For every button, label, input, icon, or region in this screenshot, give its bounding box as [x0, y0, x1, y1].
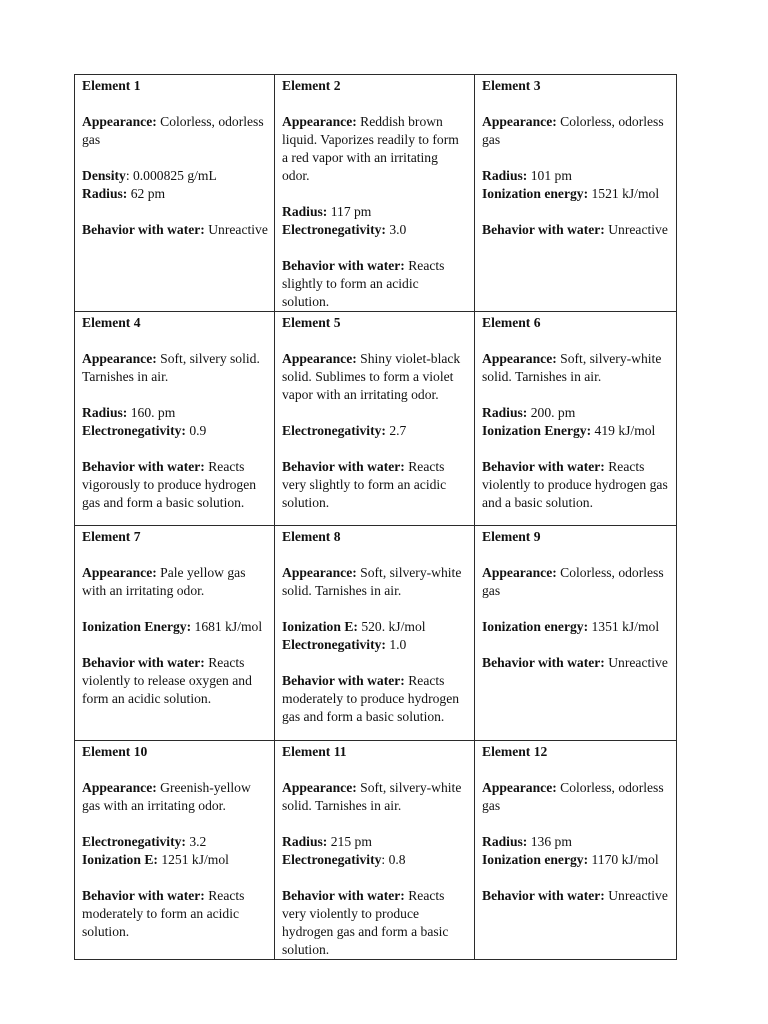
element-title: Element 7 [82, 529, 141, 544]
property-group [282, 672, 468, 726]
property-value: Unreactive [204, 222, 268, 237]
property-value: 1251 kJ/mol [157, 852, 229, 867]
property-group [82, 833, 268, 869]
property-label: Appearance: [282, 565, 357, 580]
property-value: 1170 kJ/mol [588, 852, 659, 867]
property-group [282, 257, 468, 311]
property-value: Reacts vigorously to produce hydrogen gas and form a basic solution. [82, 459, 257, 510]
property-value: Reacts very violently to produce hydrogen gas and form a basic solution. [282, 888, 449, 957]
property-label: Density [82, 168, 126, 183]
property-label: Behavior with water: [482, 222, 605, 237]
property-line [482, 113, 670, 149]
property-label: Electronegativity: [282, 637, 386, 652]
property-label: Ionization energy: [482, 852, 589, 867]
property-value: Greenish-yellow gas with an irritating odor. [82, 780, 251, 813]
element-title: Element 2 [282, 78, 341, 93]
property-line [482, 422, 670, 440]
property-line [482, 564, 670, 600]
element-card [75, 75, 275, 312]
property-label: Ionization energy: [482, 186, 589, 201]
property-line [282, 422, 468, 440]
property-label: Electronegativity [282, 852, 382, 867]
property-label: Behavior with water: [82, 459, 205, 474]
property-value: 1521 kJ/mol [588, 186, 660, 201]
element-card [75, 312, 275, 526]
property-value: Reacts violently to release oxygen and form an acidic solution. [82, 655, 252, 706]
property-value: 1.0 [385, 637, 407, 652]
property-group [82, 887, 268, 941]
element-title: Element 4 [82, 315, 141, 330]
property-line [82, 167, 268, 185]
property-label: Appearance: [282, 780, 357, 795]
property-label: Electronegativity: [82, 834, 186, 849]
property-value: 1351 kJ/mol [588, 619, 660, 634]
property-line [282, 257, 468, 311]
property-line [482, 221, 670, 239]
property-line [282, 564, 468, 600]
property-label: Behavior with water: [282, 888, 405, 903]
table-row [75, 312, 677, 526]
property-label: Radius: [282, 204, 328, 219]
property-line [282, 851, 468, 869]
property-line [82, 221, 268, 239]
property-group [282, 887, 468, 959]
property-value: Soft, silvery-white solid. Tarnishes in air. [482, 351, 662, 384]
property-line [82, 422, 268, 440]
element-card [475, 312, 677, 526]
property-label: Appearance: [82, 351, 157, 366]
property-group [82, 618, 268, 636]
property-label: Behavior with water: [282, 673, 405, 688]
property-group [282, 564, 468, 600]
property-line [482, 185, 670, 203]
element-title: Element 10 [82, 744, 148, 759]
property-value: 0.9 [185, 423, 207, 438]
element-card [475, 741, 677, 960]
property-label: Ionization E: [82, 852, 158, 867]
property-value: Unreactive [604, 655, 668, 670]
property-group [82, 221, 268, 239]
property-label: Ionization Energy: [82, 619, 192, 634]
property-group [82, 404, 268, 440]
property-line [282, 618, 468, 636]
property-line [82, 404, 268, 422]
property-line [282, 350, 468, 404]
property-label: Appearance: [282, 114, 357, 129]
property-label: Behavior with water: [282, 459, 405, 474]
property-label: Appearance: [82, 114, 157, 129]
property-label: Electronegativity: [282, 423, 386, 438]
element-title: Element 6 [482, 315, 541, 330]
property-line [82, 851, 268, 869]
property-line [482, 618, 670, 636]
property-line [82, 887, 268, 941]
element-card [75, 741, 275, 960]
property-value: Colorless, odorless gas [482, 780, 664, 813]
element-title: Element 3 [482, 78, 541, 93]
property-line [282, 221, 468, 239]
property-line [82, 654, 268, 708]
property-line [482, 654, 670, 672]
property-line [82, 185, 268, 203]
property-value: 215 pm [327, 834, 372, 849]
property-group [482, 779, 670, 815]
property-line [82, 564, 268, 600]
property-line [282, 672, 468, 726]
property-line [82, 350, 268, 386]
property-line [82, 779, 268, 815]
property-label: Appearance: [282, 351, 357, 366]
property-group [282, 618, 468, 654]
property-group [482, 833, 670, 869]
property-value: Colorless, odorless gas [82, 114, 264, 147]
property-group [82, 654, 268, 708]
property-value: Soft, silvery-white solid. Tarnishes in air. [282, 565, 462, 598]
property-label: Appearance: [82, 780, 157, 795]
property-value: Pale yellow gas with an irritating odor. [82, 565, 246, 598]
property-line [482, 833, 670, 851]
property-group [282, 350, 468, 404]
property-line [482, 887, 670, 905]
property-line [82, 458, 268, 512]
property-label: Electronegativity: [282, 222, 386, 237]
property-label: Radius: [482, 405, 528, 420]
property-value: 101 pm [527, 168, 572, 183]
property-value: : 0.000825 g/mL [125, 168, 217, 183]
element-card [75, 526, 275, 741]
property-label: Ionization energy: [482, 619, 589, 634]
property-group [482, 113, 670, 149]
property-label: Behavior with water: [82, 888, 205, 903]
property-line [282, 779, 468, 815]
table-row [75, 741, 677, 960]
property-label: Appearance: [482, 351, 557, 366]
property-label: Radius: [82, 186, 128, 201]
property-value: 1681 kJ/mol [191, 619, 263, 634]
property-label: Ionization Energy: [482, 423, 592, 438]
property-line [82, 113, 268, 149]
property-label: Electronegativity: [82, 423, 186, 438]
property-line [482, 167, 670, 185]
element-cards-table [74, 74, 677, 960]
element-title: Element 1 [82, 78, 141, 93]
property-line [482, 458, 670, 512]
property-group [82, 458, 268, 512]
property-group [82, 113, 268, 149]
property-value: 160. pm [127, 405, 176, 420]
property-line [282, 636, 468, 654]
property-group [82, 167, 268, 203]
property-line [282, 203, 468, 221]
property-group [482, 654, 670, 672]
property-label: Behavior with water: [482, 459, 605, 474]
property-value: 117 pm [327, 204, 372, 219]
property-group [82, 779, 268, 815]
property-line [282, 887, 468, 959]
property-value: 419 kJ/mol [591, 423, 656, 438]
property-value: 3.0 [385, 222, 407, 237]
property-value: Reacts very slightly to form an acidic solution. [282, 459, 447, 510]
property-value: Soft, silvery solid. Tarnishes in air. [82, 351, 260, 384]
table-row [75, 75, 677, 312]
property-label: Behavior with water: [482, 655, 605, 670]
property-group [282, 203, 468, 239]
property-label: Radius: [482, 168, 528, 183]
property-value: Colorless, odorless gas [482, 565, 664, 598]
element-card [275, 741, 475, 960]
property-label: Ionization E: [282, 619, 358, 634]
property-group [482, 564, 670, 600]
property-label: Appearance: [482, 780, 557, 795]
property-value: Reacts moderately to form an acidic solution. [82, 888, 245, 939]
property-line [282, 113, 468, 185]
property-group [482, 167, 670, 203]
property-value: Reacts moderately to produce hydrogen gas and form a basic solution. [282, 673, 460, 724]
property-label: Radius: [282, 834, 328, 849]
property-label: Radius: [82, 405, 128, 420]
property-value: Reacts violently to produce hydrogen gas and a basic solution. [482, 459, 668, 510]
element-card [275, 75, 475, 312]
property-group [482, 887, 670, 905]
element-card [475, 75, 677, 312]
property-value: 200. pm [527, 405, 576, 420]
property-label: Behavior with water: [82, 655, 205, 670]
table-row [75, 526, 677, 741]
property-line [282, 833, 468, 851]
property-group [282, 422, 468, 440]
property-value: Unreactive [604, 888, 668, 903]
property-group [82, 564, 268, 600]
property-line [82, 618, 268, 636]
property-value: : 0.8 [381, 852, 406, 867]
property-group [482, 350, 670, 386]
property-value: 62 pm [127, 186, 166, 201]
property-label: Appearance: [482, 565, 557, 580]
element-title: Element 11 [282, 744, 347, 759]
property-value: 136 pm [527, 834, 572, 849]
property-label: Behavior with water: [482, 888, 605, 903]
property-label: Appearance: [82, 565, 157, 580]
property-group [282, 833, 468, 869]
element-card [275, 526, 475, 741]
property-line [482, 851, 670, 869]
property-group [482, 404, 670, 440]
element-card [475, 526, 677, 741]
property-line [482, 779, 670, 815]
property-line [482, 350, 670, 386]
element-card [275, 312, 475, 526]
element-title: Element 5 [282, 315, 341, 330]
property-label: Appearance: [482, 114, 557, 129]
property-label: Behavior with water: [82, 222, 205, 237]
property-label: Behavior with water: [282, 258, 405, 273]
property-line [482, 404, 670, 422]
property-group [82, 350, 268, 386]
property-value: Reacts slightly to form an acidic solution. [282, 258, 445, 309]
property-value: Shiny violet-black solid. Sublimes to form a violet vapor with an irritating odor. [282, 351, 461, 402]
property-label: Radius: [482, 834, 528, 849]
element-title: Element 12 [482, 744, 548, 759]
property-group [482, 618, 670, 636]
property-value: Colorless, odorless gas [482, 114, 664, 147]
property-value: 3.2 [185, 834, 207, 849]
property-line [82, 833, 268, 851]
property-group [482, 458, 670, 512]
property-group [282, 113, 468, 185]
property-value: Reddish brown liquid. Vaporizes readily to form a red vapor with an irritating odor. [282, 114, 459, 183]
property-line [282, 458, 468, 512]
element-title: Element 9 [482, 529, 541, 544]
property-group [282, 779, 468, 815]
property-value: Unreactive [604, 222, 668, 237]
element-title: Element 8 [282, 529, 341, 544]
property-value: 2.7 [385, 423, 407, 438]
property-value: Soft, silvery-white solid. Tarnishes in air. [282, 780, 462, 813]
property-group [282, 458, 468, 512]
property-value: 520. kJ/mol [357, 619, 426, 634]
property-group [482, 221, 670, 239]
